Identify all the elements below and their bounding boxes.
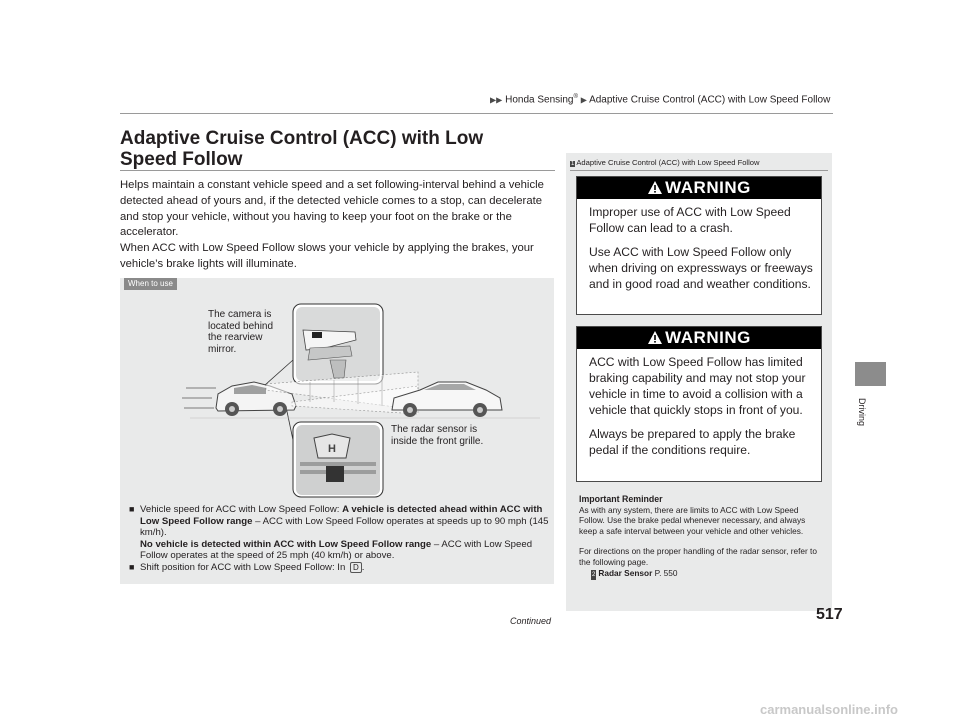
bullet-icon: ■: [129, 561, 135, 572]
gear-d-icon: D: [350, 562, 362, 573]
watermark: carmanualsonline.info: [760, 702, 898, 717]
reminder-title: Important Reminder: [579, 494, 663, 504]
camera-callout-line-3: the rearview: [208, 332, 263, 343]
warning-header: [577, 177, 821, 199]
speed-condition-not-detected-text: – ACC with Low Speed Follow operates at the speed of 25 mph (40 km/h) or above.: [140, 538, 533, 562]
intro-text: [120, 178, 555, 273]
warning-header: [577, 327, 821, 349]
reference-icon: 2: [591, 570, 596, 581]
camera-callout-line-1: The camera is: [208, 309, 272, 320]
intro-paragraph-2: When ACC with Low Speed Follow slows your vehicle by applying the brakes, your vehicle’s brake lights will illuminate.: [120, 242, 534, 270]
breadcrumb-arrow-icon: ▶: [580, 95, 587, 105]
warning-title: WARNING: [665, 178, 751, 197]
camera-callout: [208, 309, 273, 355]
radar-sensor-link-page[interactable]: P. 550: [652, 567, 678, 578]
notes-heading-text: Adaptive Cruise Control (ACC) with Low Speed Follow: [576, 158, 760, 167]
continued-label: Continued: [510, 616, 552, 626]
radar-sensor-link[interactable]: [579, 568, 824, 581]
reminder-paragraph-1: As with any system, there are limits to ACC with Low Speed Follow. Use the brake pedal whenever necessary, and always keep a safe interval between your vehicle and other vehicles.: [579, 504, 806, 536]
page-title: Adaptive Cruise Control (ACC) with Low Speed Follow: [120, 128, 484, 170]
warning-1-paragraph-2: Use ACC with Low Speed Follow only when driving on expressways or freeways and in good road and weather conditions.: [589, 245, 813, 291]
speed-condition-lead: Vehicle speed for ACC with Low Speed Follow:: [140, 504, 343, 515]
radar-callout-line-2: inside the front grille.: [391, 435, 484, 447]
conditions-list: [129, 504, 549, 574]
bullet-icon: ■: [129, 504, 135, 514]
section-tab: [855, 362, 886, 386]
camera-callout-line-2: located behind: [208, 320, 274, 332]
radar-sensor-link-label[interactable]: Radar Sensor: [598, 567, 653, 578]
reminder-paragraph-2: For directions on the proper handling of the radar sensor, refer to the following page.: [579, 546, 817, 567]
header-rule: [120, 113, 833, 114]
page-number: 517: [816, 606, 843, 623]
list-item: [129, 504, 549, 562]
warning-2-paragraph-1: ACC with Low Speed Follow has limited braking capability and may not stop your vehicle in time to avoid a collision with a vehicle that quickly stops in front of you.: [589, 355, 806, 417]
speed-lines: [182, 388, 216, 408]
speed-condition-detected: A vehicle is detected ahead within ACC with Low Speed Follow range: [140, 504, 543, 527]
section-label: Driving: [857, 398, 867, 427]
camera-leader-line: [265, 360, 293, 385]
radar-inset-image: [293, 422, 383, 497]
warning-triangle-icon: [647, 180, 663, 195]
registered-mark: ®: [573, 94, 578, 100]
warning-2-paragraph-2: Always be prepared to apply the brake pedal if the conditions require.: [589, 427, 796, 457]
speed-condition-detected-text: – ACC with Low Speed Follow operates at speeds up to 90 mph (145 km/h).: [140, 515, 549, 539]
breadcrumb: [490, 94, 830, 105]
title-rule: [120, 170, 555, 171]
shift-condition-end: .: [361, 561, 365, 573]
warning-box-2: [576, 326, 822, 482]
when-to-use-tag: When to use: [124, 278, 177, 290]
radar-callout-line-1: The radar sensor is: [391, 424, 478, 435]
warning-title: WARNING: [665, 328, 751, 347]
warning-box-1: [576, 176, 822, 315]
reference-icon: 1: [571, 161, 575, 167]
breadcrumb-part-2[interactable]: Adaptive Cruise Control (ACC) with Low Speed Follow: [589, 94, 831, 106]
svg-text:H: H: [328, 443, 336, 455]
warning-body: [577, 349, 821, 464]
notes-heading: [570, 158, 760, 167]
notes-rule: [570, 170, 828, 171]
warning-triangle-icon: [647, 330, 663, 345]
breadcrumb-part-1[interactable]: Honda Sensing: [505, 94, 574, 106]
important-reminder: [579, 494, 824, 580]
radar-callout: [391, 424, 483, 447]
shift-condition-text: Shift position for ACC with Low Speed Follow: In: [140, 561, 348, 573]
camera-inset-image: [293, 304, 383, 384]
list-item: [129, 562, 549, 574]
breadcrumb-arrow-icon: ▶▶: [490, 95, 503, 105]
warning-1-paragraph-1: Improper use of ACC with Low Speed Follow can lead to a crash.: [589, 205, 791, 235]
acc-diagram: [120, 290, 554, 500]
camera-callout-line-4: mirror.: [208, 343, 237, 355]
intro-paragraph-1: Helps maintain a constant vehicle speed and a set following-interval behind a vehicle detected ahead of yours and, if the detected vehicle comes to a stop, can decelerate and stop your vehicle, without you having to keep your foot on the brake or the accelerator.: [120, 179, 544, 239]
speed-condition-not-detected: No vehicle is detected within ACC with Low Speed Follow range: [140, 538, 432, 550]
warning-body: [577, 199, 821, 298]
